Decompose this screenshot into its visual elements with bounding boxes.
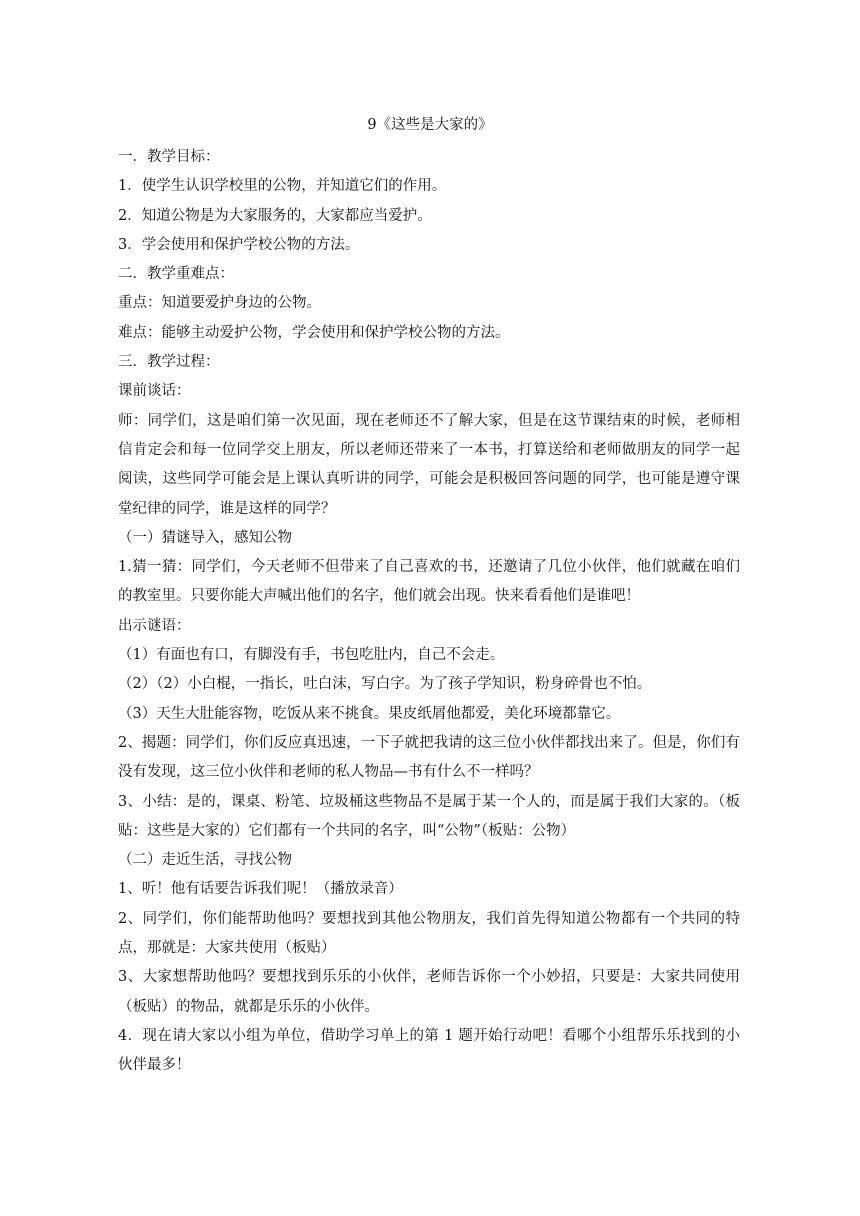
riddle-3: （3）天生大肚能容物，吃饭从来不挑食。果皮纸屑他都爱，美化环境都靠它。 <box>118 705 621 722</box>
pre-class-talk-label: 课前谈话： <box>118 383 191 400</box>
riddles-label: 出示谜语： <box>118 617 191 634</box>
heading-teaching-goals: 一．教学目标： <box>118 149 220 165</box>
step-listen: 1、听！他有话要告诉我们呢！（播放录音） <box>118 881 403 898</box>
goal-item-1: 1．使学生认识学校里的公物，并知道它们的作用。 <box>118 178 447 195</box>
step-help: 2、同学们，你们能帮助他吗？要想找到其他公物朋友，我们首先得知道公物都有一个共同的特点，那就是：大家共使用（板贴） <box>118 910 740 957</box>
reveal-topic-paragraph: 2、揭题：同学们，你们反应真迅速，一下子就把我请的这三位小伙伴都找出来了。但是，你们有没有发现，这三位小伙伴和老师的私人物品—书有什么不一样吗？ <box>118 734 740 781</box>
key-point: 重点：知道要爱护身边的公物。 <box>118 295 321 312</box>
section-1-heading: （一）猜谜导入，感知公物 <box>118 529 292 546</box>
guess-paragraph: 1.猜一猜：同学们，今天老师不但带来了自己喜欢的书，还邀请了几位小伙伴，他们就藏在咱们的教室里。只要你能大声喊出他们的名字，他们就会出现。快来看看他们是谁吧！ <box>118 559 740 605</box>
summary-paragraph: 3、小结：是的，课桌、粉笔、垃圾桶这些物品不是属于某一个人的，而是属于我们大家的。（板贴：这些是大家的）它们都有一个共同的名字，叫“公物”（板贴：公物） <box>118 793 740 839</box>
riddle-2: （2）（2）小白棍，一指长，吐白沫，写白字。为了孩子学知识，粉身碎骨也不怕。 <box>118 676 652 693</box>
riddle-1: （1）有面也有口，有脚没有手，书包吃肚内，自己不会走。 <box>118 647 505 664</box>
heading-key-points: 二．教学重难点： <box>118 266 234 283</box>
goal-item-2: 2．知道公物是为大家服务的，大家都应当爱护。 <box>118 207 432 224</box>
document-body <box>118 143 740 1081</box>
goal-item-3: 3．学会使用和保护学校公物的方法。 <box>118 236 360 253</box>
document-title: 9《这些是大家的》 <box>367 117 493 133</box>
difficult-point: 难点：能够主动爱护公物，学会使用和保护学校公物的方法。 <box>118 324 510 341</box>
heading-teaching-process: 三．教学过程： <box>118 354 220 371</box>
teacher-intro-paragraph: 师：同学们，这是咱们第一次见面，现在老师还不了解大家，但是在这节课结束的时候，老师相信肯定会和每一位同学交上朋友，所以老师还带来了一本书，打算送给和老师做朋友的同学一起阅读，这些同学可能会是上课认真听讲的同学，可能会是积极回答问题的同学，也可能是遵守课堂纪律的同学，谁是这样的同学？ <box>118 412 740 517</box>
step-tip: 3、大家想帮助他吗？要想找到乐乐的小伙伴，老师告诉你一个小妙招，只要是：大家共同使用（板贴）的物品，就都是乐乐的小伙伴。 <box>118 969 740 1015</box>
step-group-activity: 4．现在请大家以小组为单位，借助学习单上的第 1 题开始行动吧！看哪个小组帮乐乐找到的小伙伴最多！ <box>118 1027 740 1074</box>
section-2-heading: （二）走近生活，寻找公物 <box>118 852 292 869</box>
